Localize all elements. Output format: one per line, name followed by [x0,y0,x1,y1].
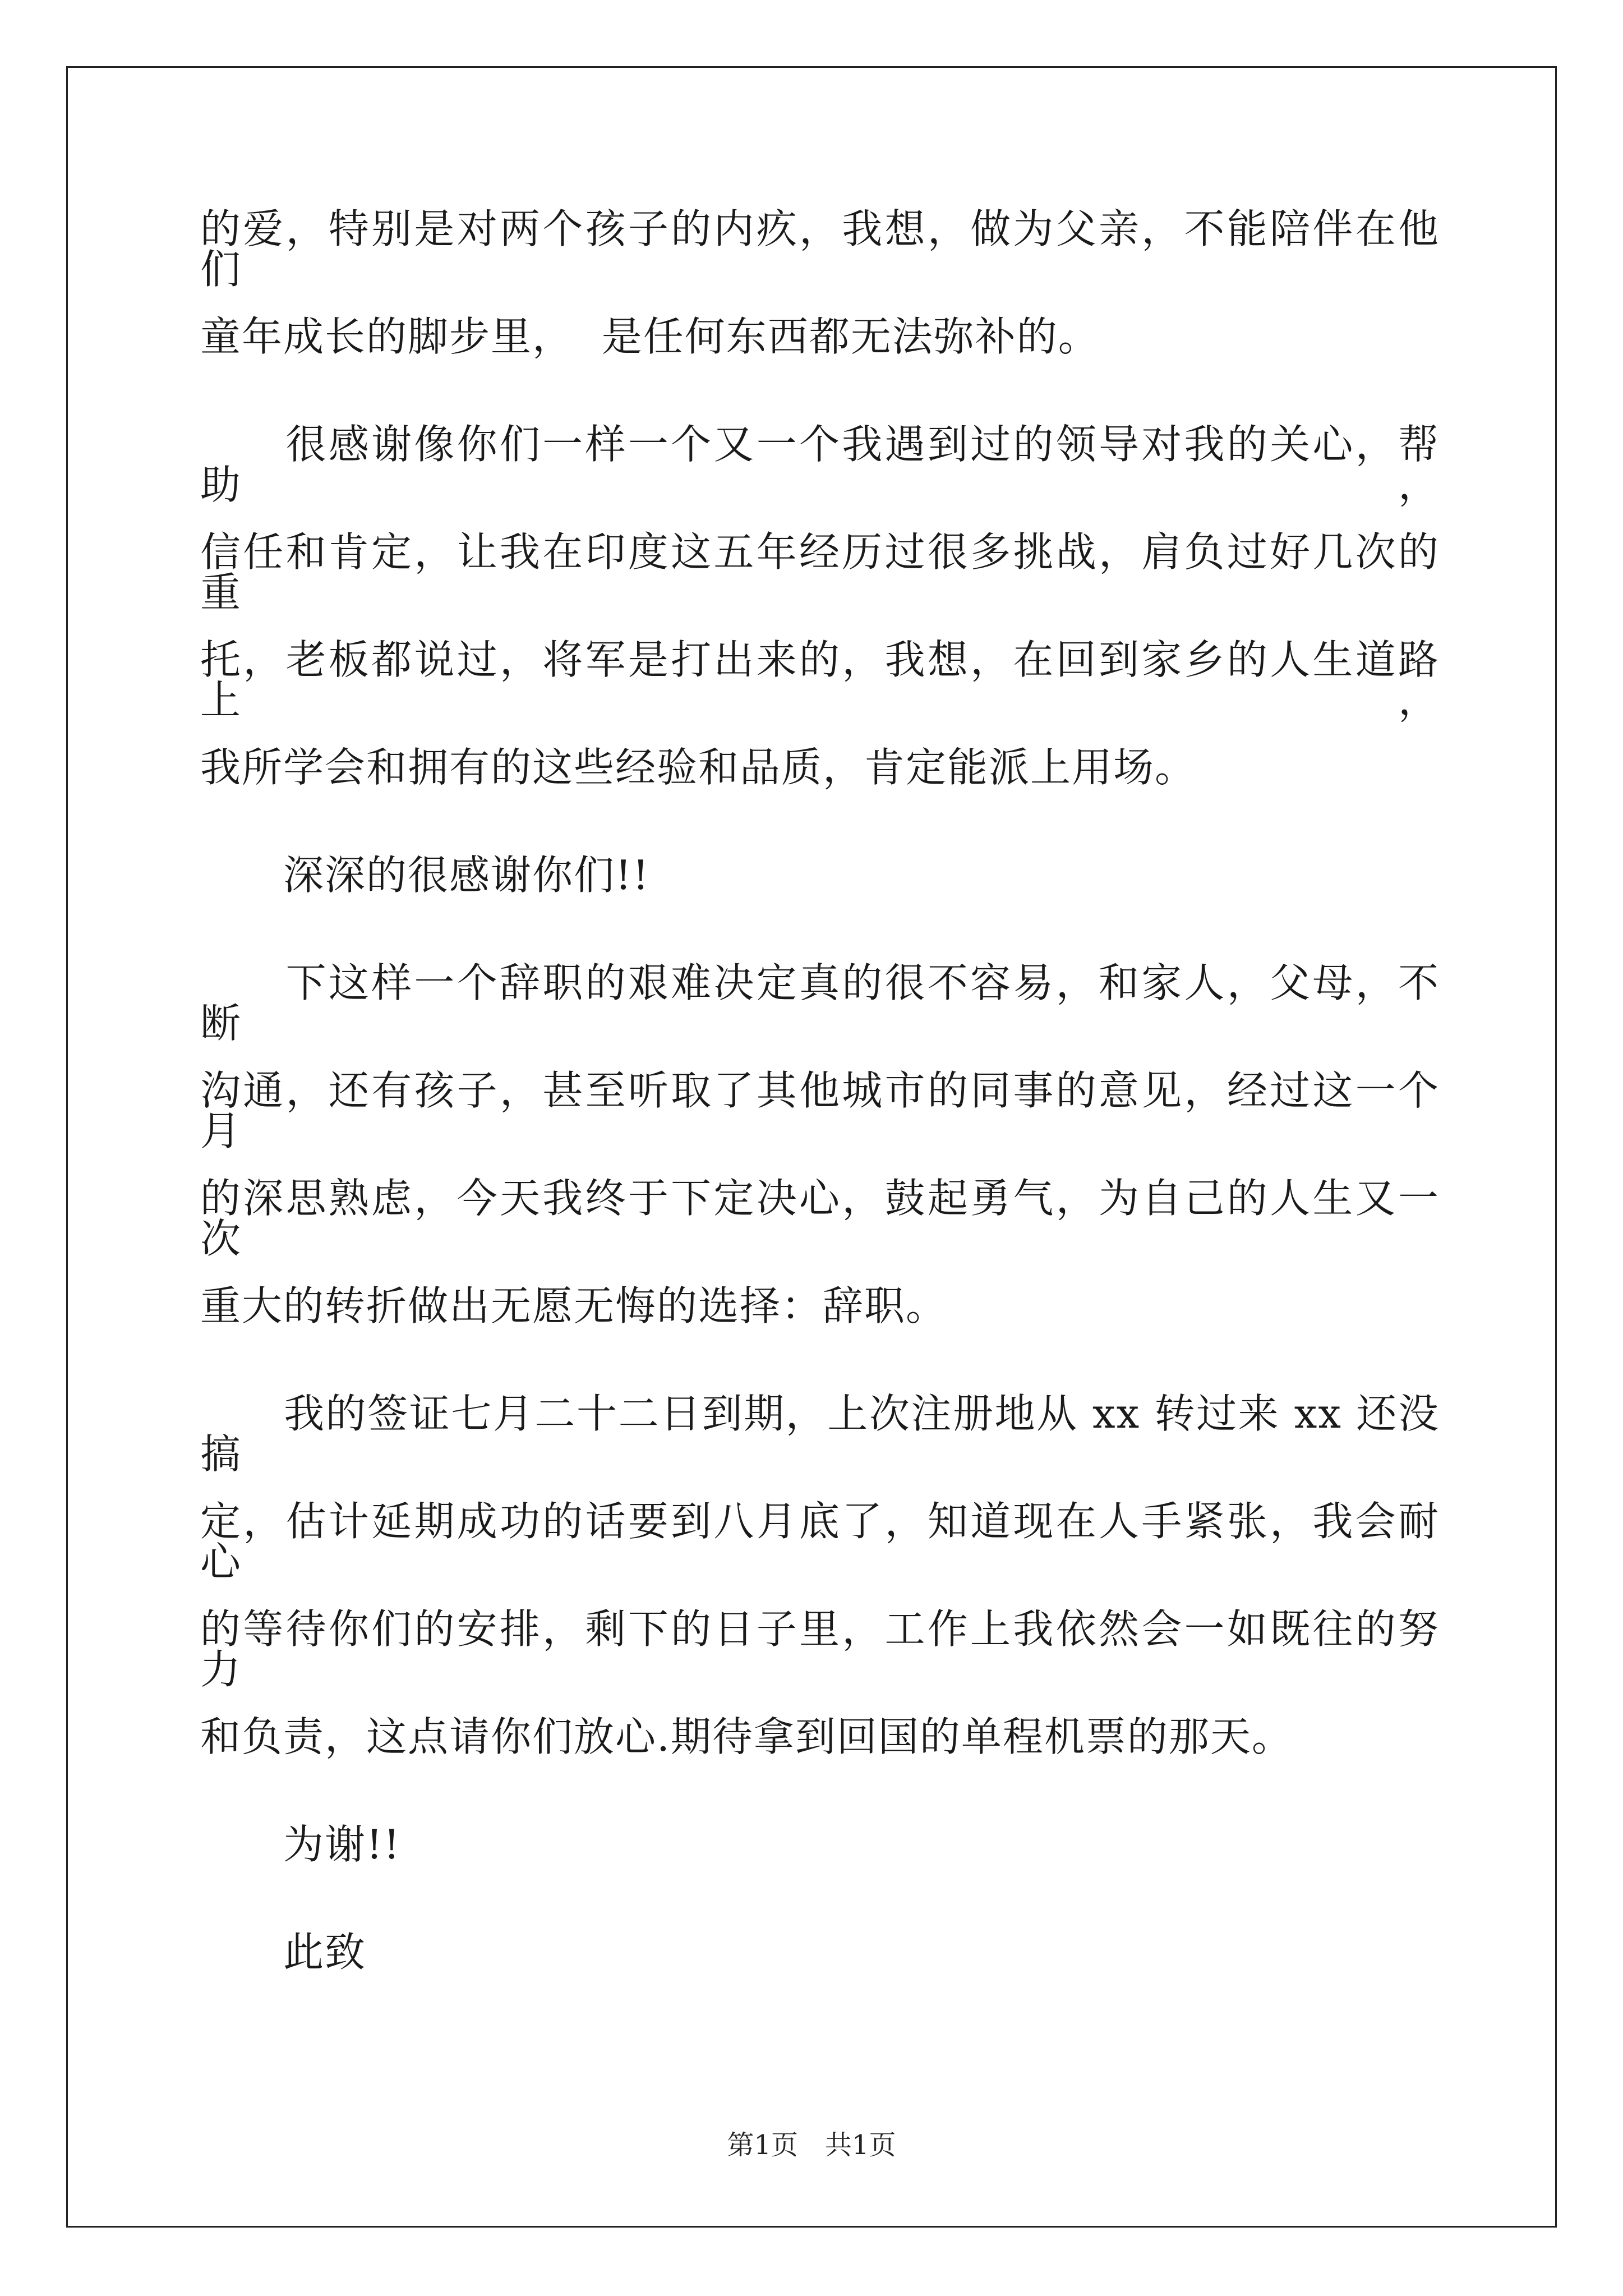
text-line-5: 托，老板都说过，将军是打出来的，我想，在回到家乡的人生道路上， [200,636,1440,724]
text-line-14: 的等待你们的安排，剩下的日子里，工作上我依然会一如既往的努力 [200,1605,1440,1693]
text-line-7: 深深的很感谢你们!! [200,852,650,899]
page-number-footer: 第1页 共1页 [727,2129,896,2161]
text-line-8: 下这样一个辞职的艰难决定真的很不容易，和家人，父母，不断 [200,959,1440,1047]
text-line-11: 重大的转折做出无愿无悔的选择：辞职。 [200,1282,948,1329]
text-line-15: 和负责，这点请你们放心.期待拿到回国的单程机票的那天。 [200,1713,1293,1760]
text-line-1: 的爱，特别是对两个孩子的内疚，我想，做为父亲，不能陪伴在他们 [200,205,1440,293]
text-line-10: 的深思熟虑，今天我终于下定决心，鼓起勇气，为自己的人生又一次 [200,1175,1440,1262]
text-line-6: 我所学会和拥有的这些经验和品质，肯定能派上用场。 [200,744,1197,791]
text-line-9: 沟通，还有孩子，甚至听取了其他城市的同事的意见，经过这一个月 [200,1067,1440,1154]
text-line-13: 定，估计延期成功的话要到八月底了，知道现在人手紧张，我会耐心 [200,1498,1440,1585]
text-line-2: 童年成长的脚步里， 是任何东西都无法弥补的。 [200,313,1100,360]
text-line-12: 我的签证七月二十二日到期，上次注册地从 xx 转过来 xx 还没搞 [200,1390,1440,1478]
text-line-16: 为谢!! [200,1821,401,1868]
text-line-3: 很感谢像你们一样一个又一个我遇到过的领导对我的关心，帮助， [200,421,1440,508]
letter-body [200,205,1440,2040]
text-line-4: 信任和肯定，让我在印度这五年经历过很多挑战，肩负过好几次的重 [200,528,1440,616]
text-line-17: 此致 [200,1929,367,1976]
